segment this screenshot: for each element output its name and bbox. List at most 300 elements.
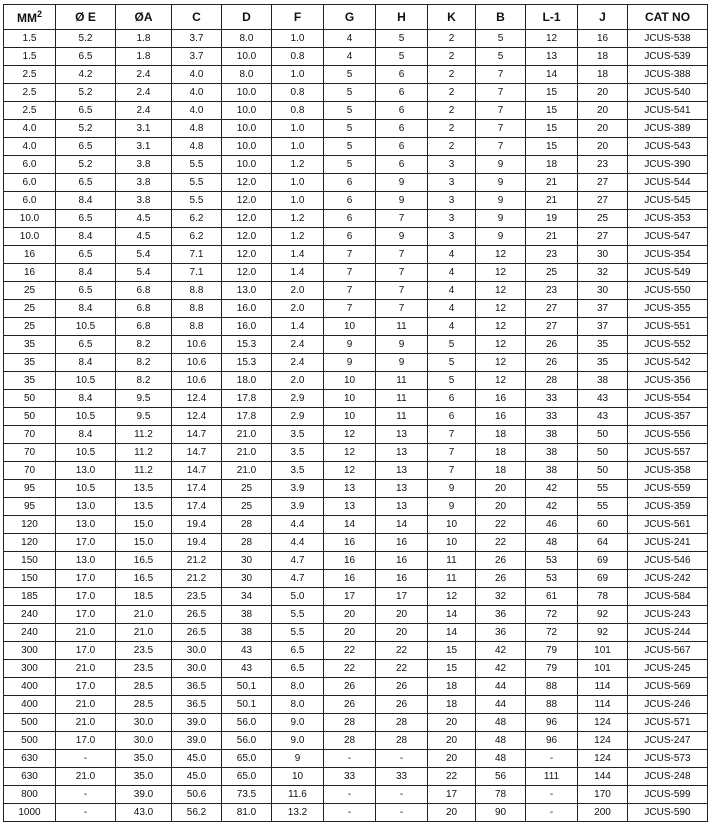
table-cell: 9	[476, 192, 526, 210]
table-cell: 630	[4, 750, 56, 768]
table-row	[4, 84, 708, 102]
table-cell: 26	[526, 336, 578, 354]
table-cell: 1.0	[272, 30, 324, 48]
table-cell: 6	[376, 120, 428, 138]
table-cell: 13.0	[56, 462, 116, 480]
table-cell: 18	[476, 444, 526, 462]
table-cell: JCUS-356	[628, 372, 708, 390]
table-cell: 3	[428, 228, 476, 246]
table-cell: JCUS-246	[628, 696, 708, 714]
table-cell: 30	[578, 282, 628, 300]
table-cell: 13	[376, 480, 428, 498]
table-cell: 46	[526, 516, 578, 534]
table-cell: 2	[428, 30, 476, 48]
table-cell: 17	[324, 588, 376, 606]
table-cell: 55	[578, 498, 628, 516]
table-cell: 5	[324, 156, 376, 174]
table-cell: 7	[376, 246, 428, 264]
table-row	[4, 660, 708, 678]
table-cell: 12.0	[222, 246, 272, 264]
table-cell: 21.0	[56, 624, 116, 642]
table-cell: 6	[324, 192, 376, 210]
table-cell: 300	[4, 660, 56, 678]
table-cell: 20	[428, 714, 476, 732]
column-header	[116, 5, 172, 30]
table-cell: 5	[324, 138, 376, 156]
table-cell: 7	[376, 300, 428, 318]
table-cell: 39.0	[172, 714, 222, 732]
table-cell: 70	[4, 444, 56, 462]
table-cell: 17.0	[56, 534, 116, 552]
table-cell: 28.5	[116, 678, 172, 696]
table-cell: 6.5	[272, 660, 324, 678]
table-cell: 15	[526, 120, 578, 138]
table-cell: 16	[376, 570, 428, 588]
table-cell: 22	[376, 660, 428, 678]
table-cell: 26	[376, 678, 428, 696]
table-cell: 16	[578, 30, 628, 48]
table-cell: 14.7	[172, 462, 222, 480]
table-cell: 12	[476, 354, 526, 372]
table-cell: 3.7	[172, 30, 222, 48]
table-cell: 28	[376, 732, 428, 750]
table-cell: 8.4	[56, 354, 116, 372]
table-cell: 28	[324, 714, 376, 732]
table-cell: 5.5	[172, 156, 222, 174]
table-cell: 42	[526, 498, 578, 516]
table-cell: JCUS-538	[628, 30, 708, 48]
table-cell: 56.0	[222, 714, 272, 732]
table-cell: 28	[376, 714, 428, 732]
table-cell: 42	[476, 642, 526, 660]
table-cell: -	[56, 804, 116, 822]
table-cell: 69	[578, 552, 628, 570]
table-row	[4, 786, 708, 804]
table-cell: 9	[476, 228, 526, 246]
table-cell: 13	[376, 462, 428, 480]
table-cell: 21.0	[222, 444, 272, 462]
table-cell: 12	[476, 336, 526, 354]
table-cell: 16	[4, 246, 56, 264]
table-cell: 5	[476, 30, 526, 48]
table-cell: 14	[376, 516, 428, 534]
table-cell: 43.0	[116, 804, 172, 822]
table-cell: 1.2	[272, 210, 324, 228]
table-cell: 12.0	[222, 210, 272, 228]
table-cell: 35	[4, 354, 56, 372]
table-cell: 18	[476, 426, 526, 444]
table-cell: JCUS-243	[628, 606, 708, 624]
column-header-label: MM	[16, 11, 37, 25]
table-cell: 11	[376, 408, 428, 426]
table-cell: JCUS-545	[628, 192, 708, 210]
table-cell: 300	[4, 642, 56, 660]
table-cell: 3.1	[116, 120, 172, 138]
table-cell: 9.0	[272, 714, 324, 732]
table-cell: 124	[578, 714, 628, 732]
table-cell: 18	[428, 696, 476, 714]
table-cell: 36	[476, 606, 526, 624]
table-cell: 10.5	[56, 480, 116, 498]
table-cell: 48	[526, 534, 578, 552]
table-cell: 6	[428, 408, 476, 426]
table-row	[4, 120, 708, 138]
table-cell: 16	[324, 552, 376, 570]
table-row	[4, 246, 708, 264]
table-row	[4, 768, 708, 786]
table-cell: 7	[428, 462, 476, 480]
table-cell: 10.0	[4, 210, 56, 228]
table-row	[4, 624, 708, 642]
table-cell: 3.9	[272, 498, 324, 516]
table-row	[4, 498, 708, 516]
table-cell: 8.4	[56, 264, 116, 282]
table-cell: 13	[324, 498, 376, 516]
table-cell: 56	[476, 768, 526, 786]
table-cell: 114	[578, 678, 628, 696]
table-cell: 11	[376, 318, 428, 336]
table-cell: 23	[526, 282, 578, 300]
table-cell: 18	[578, 48, 628, 66]
table-cell: JCUS-245	[628, 660, 708, 678]
table-cell: 56.2	[172, 804, 222, 822]
table-cell: 4	[428, 318, 476, 336]
table-cell: 56.0	[222, 732, 272, 750]
table-cell: 13.5	[116, 498, 172, 516]
table-cell: 16	[324, 570, 376, 588]
table-cell: 92	[578, 624, 628, 642]
table-cell: 10.6	[172, 336, 222, 354]
table-cell: JCUS-241	[628, 534, 708, 552]
table-cell: 1000	[4, 804, 56, 822]
table-cell: 1.4	[272, 246, 324, 264]
table-cell: JCUS-388	[628, 66, 708, 84]
table-cell: 12	[324, 462, 376, 480]
table-cell: 43	[578, 390, 628, 408]
table-cell: JCUS-571	[628, 714, 708, 732]
table-cell: 10.5	[56, 372, 116, 390]
table-row	[4, 480, 708, 498]
table-cell: JCUS-244	[628, 624, 708, 642]
table-cell: 19.4	[172, 534, 222, 552]
table-cell: 2.5	[4, 84, 56, 102]
table-cell: 10.0	[222, 138, 272, 156]
table-cell: 16	[476, 390, 526, 408]
table-cell: 4	[428, 300, 476, 318]
table-cell: 48	[476, 750, 526, 768]
table-cell: 240	[4, 624, 56, 642]
table-cell: 12	[324, 444, 376, 462]
table-row	[4, 462, 708, 480]
table-cell: 48	[476, 714, 526, 732]
table-cell: 144	[578, 768, 628, 786]
table-cell: 6.5	[56, 48, 116, 66]
table-cell: 28.5	[116, 696, 172, 714]
table-cell: 11	[428, 570, 476, 588]
table-cell: 25	[578, 210, 628, 228]
table-cell: 30.0	[172, 660, 222, 678]
table-cell: 65.0	[222, 768, 272, 786]
table-cell: 1.2	[272, 156, 324, 174]
table-cell: 12	[476, 300, 526, 318]
table-cell: 3	[428, 210, 476, 228]
table-cell: 15.0	[116, 534, 172, 552]
table-cell: 10	[324, 408, 376, 426]
table-cell: 32	[578, 264, 628, 282]
table-cell: 4	[428, 282, 476, 300]
column-header	[628, 5, 708, 30]
table-cell: 16	[324, 534, 376, 552]
table-cell: 21.0	[56, 660, 116, 678]
table-cell: 111	[526, 768, 578, 786]
table-cell: 6.5	[56, 102, 116, 120]
table-cell: 17.4	[172, 480, 222, 498]
table-cell: 2.4	[116, 84, 172, 102]
table-cell: 12.4	[172, 390, 222, 408]
table-cell: 10	[272, 768, 324, 786]
table-cell: 20	[578, 84, 628, 102]
table-cell: 23.5	[116, 642, 172, 660]
table-cell: 4.0	[172, 84, 222, 102]
table-row	[4, 156, 708, 174]
table-cell: 17.0	[56, 588, 116, 606]
table-cell: 7	[324, 300, 376, 318]
table-cell: 6	[376, 84, 428, 102]
table-cell: 18	[526, 156, 578, 174]
column-header	[526, 5, 578, 30]
table-cell: 92	[578, 606, 628, 624]
column-header	[222, 5, 272, 30]
table-cell: 6.0	[4, 192, 56, 210]
table-cell: 25	[4, 282, 56, 300]
table-cell: 8.0	[222, 66, 272, 84]
table-cell: 10.0	[222, 48, 272, 66]
table-cell: 20	[376, 624, 428, 642]
table-cell: 13	[526, 48, 578, 66]
table-cell: 55	[578, 480, 628, 498]
table-cell: 6	[428, 390, 476, 408]
column-header-label: K	[447, 10, 456, 24]
table-cell: 22	[428, 768, 476, 786]
table-cell: 13	[376, 498, 428, 516]
table-row	[4, 390, 708, 408]
table-cell: 6	[324, 174, 376, 192]
table-row	[4, 282, 708, 300]
table-cell: 12	[324, 426, 376, 444]
table-cell: 33	[526, 390, 578, 408]
table-cell: 14	[428, 624, 476, 642]
table-cell: 35	[4, 372, 56, 390]
table-cell: -	[324, 750, 376, 768]
table-cell: 88	[526, 696, 578, 714]
table-cell: 3.8	[116, 192, 172, 210]
column-header	[476, 5, 526, 30]
table-row	[4, 174, 708, 192]
table-row	[4, 66, 708, 84]
column-header-label: ØA	[134, 10, 153, 24]
table-cell: 2.9	[272, 408, 324, 426]
table-cell: 25	[4, 300, 56, 318]
table-cell: 6	[376, 138, 428, 156]
table-cell: 17.0	[56, 678, 116, 696]
table-cell: 30	[578, 246, 628, 264]
table-cell: 101	[578, 660, 628, 678]
table-cell: 9	[272, 750, 324, 768]
table-cell: JCUS-539	[628, 48, 708, 66]
table-cell: 9.5	[116, 408, 172, 426]
table-cell: 120	[4, 516, 56, 534]
table-cell: 13	[376, 444, 428, 462]
table-cell: 2.9	[272, 390, 324, 408]
table-cell: 7	[476, 138, 526, 156]
table-cell: 21	[526, 228, 578, 246]
table-cell: JCUS-569	[628, 678, 708, 696]
table-cell: 25	[526, 264, 578, 282]
table-cell: 10.5	[56, 318, 116, 336]
table-cell: 45.0	[172, 750, 222, 768]
table-cell: JCUS-599	[628, 786, 708, 804]
table-cell: 120	[4, 534, 56, 552]
table-cell: 9	[428, 480, 476, 498]
table-cell: 4.7	[272, 570, 324, 588]
table-cell: 3.5	[272, 444, 324, 462]
table-cell: 500	[4, 714, 56, 732]
table-cell: 13	[324, 480, 376, 498]
table-cell: 61	[526, 588, 578, 606]
table-cell: 21.0	[116, 606, 172, 624]
table-cell: 20	[376, 606, 428, 624]
table-cell: 18	[428, 678, 476, 696]
table-cell: 20	[428, 750, 476, 768]
table-cell: 8.4	[56, 390, 116, 408]
table-cell: 11.2	[116, 426, 172, 444]
table-cell: 8.0	[272, 696, 324, 714]
table-cell: 3.1	[116, 138, 172, 156]
table-cell: 15	[526, 138, 578, 156]
table-cell: 20	[428, 804, 476, 822]
table-cell: 50	[4, 408, 56, 426]
table-cell: 6	[324, 228, 376, 246]
table-cell: 30	[222, 552, 272, 570]
table-cell: 23	[526, 246, 578, 264]
table-cell: 27	[578, 192, 628, 210]
table-cell: 9	[428, 498, 476, 516]
table-cell: 20	[578, 138, 628, 156]
table-cell: 7	[476, 66, 526, 84]
column-header	[324, 5, 376, 30]
table-cell: 3.8	[116, 174, 172, 192]
table-cell: 7	[476, 84, 526, 102]
table-cell: 14	[526, 66, 578, 84]
table-row	[4, 264, 708, 282]
table-cell: 12.0	[222, 228, 272, 246]
column-header	[172, 5, 222, 30]
table-cell: 21.0	[56, 714, 116, 732]
table-cell: 30.0	[172, 642, 222, 660]
table-cell: 7.1	[172, 264, 222, 282]
table-cell: JCUS-559	[628, 480, 708, 498]
table-cell: 20	[324, 606, 376, 624]
table-cell: 50.1	[222, 696, 272, 714]
table-cell: 2.0	[272, 282, 324, 300]
table-cell: 4	[428, 264, 476, 282]
header-row	[4, 5, 708, 30]
table-cell: 4.7	[272, 552, 324, 570]
table-cell: 13.0	[56, 516, 116, 534]
table-cell: 0.8	[272, 102, 324, 120]
table-cell: JCUS-590	[628, 804, 708, 822]
table-cell: 12	[428, 588, 476, 606]
table-row	[4, 192, 708, 210]
table-cell: 9	[324, 354, 376, 372]
table-cell: 95	[4, 498, 56, 516]
table-row	[4, 210, 708, 228]
table-cell: 48	[476, 732, 526, 750]
table-cell: 17	[428, 786, 476, 804]
table-cell: 8.4	[56, 426, 116, 444]
table-row	[4, 336, 708, 354]
table-cell: 16	[476, 408, 526, 426]
table-cell: 4	[428, 246, 476, 264]
table-cell: 96	[526, 714, 578, 732]
table-cell: 26.5	[172, 624, 222, 642]
table-cell: 45.0	[172, 768, 222, 786]
table-row	[4, 408, 708, 426]
table-cell: 18.0	[222, 372, 272, 390]
table-cell: 5	[428, 354, 476, 372]
table-cell: 27	[578, 228, 628, 246]
table-cell: 630	[4, 768, 56, 786]
table-cell: 5.2	[56, 30, 116, 48]
table-cell: JCUS-551	[628, 318, 708, 336]
table-cell: 38	[578, 372, 628, 390]
table-cell: 17.0	[56, 606, 116, 624]
table-cell: 6.5	[56, 282, 116, 300]
table-cell: 21	[526, 174, 578, 192]
table-cell: 12.0	[222, 264, 272, 282]
table-cell: 5	[324, 102, 376, 120]
table-cell: 6.0	[4, 174, 56, 192]
table-row	[4, 552, 708, 570]
table-cell: 26	[526, 354, 578, 372]
table-cell: 8.4	[56, 228, 116, 246]
table-cell: 16	[376, 534, 428, 552]
column-header	[272, 5, 324, 30]
table-cell: -	[526, 786, 578, 804]
table-cell: 800	[4, 786, 56, 804]
table-body	[4, 30, 708, 822]
table-cell: 10.5	[56, 408, 116, 426]
table-cell: 79	[526, 660, 578, 678]
table-cell: 70	[4, 426, 56, 444]
table-cell: 7	[376, 282, 428, 300]
table-cell: 400	[4, 696, 56, 714]
table-cell: 50	[578, 444, 628, 462]
table-row	[4, 750, 708, 768]
table-cell: 30.0	[116, 732, 172, 750]
table-cell: 6.8	[116, 300, 172, 318]
table-cell: 101	[578, 642, 628, 660]
spec-table-container	[3, 4, 707, 822]
table-cell: 6.5	[56, 210, 116, 228]
table-cell: 200	[578, 804, 628, 822]
table-header	[4, 5, 708, 30]
table-row	[4, 30, 708, 48]
table-cell: 10.0	[222, 120, 272, 138]
table-row	[4, 138, 708, 156]
table-cell: 2	[428, 120, 476, 138]
column-header	[428, 5, 476, 30]
